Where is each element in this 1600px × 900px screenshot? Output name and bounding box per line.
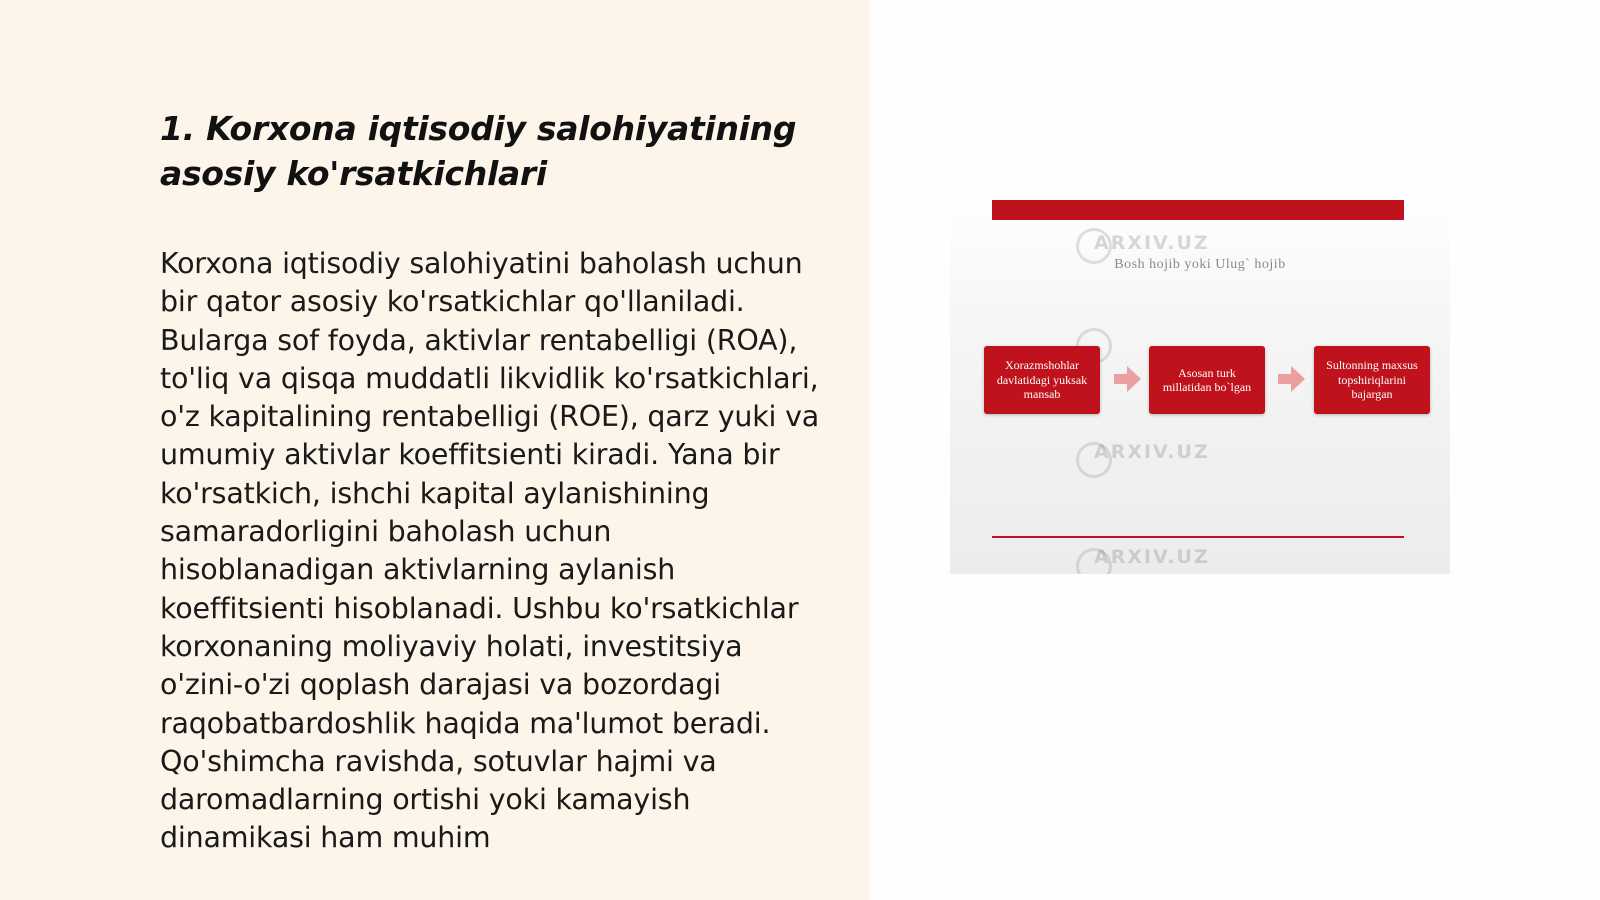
diagram-caption: Bosh hojib yoki Ulug` hojib — [1114, 257, 1286, 272]
slide-body-text: Korxona iqtisodiy salohiyatini baholash uchun bir qator asosiy ko'rsatkichlar qo'llaniladi. Bularga sof foyda, aktivlar rentabelligi (ROA), to'liq va qisqa muddatli likvidlik ko'rsatkichlari, o'z kapitalining rentabelligi (ROE), qarz yuki va umumiy aktivlar koeffitsienti kiradi. Yana bir ko'rsatkich, ishchi kapital aylanishining samaradorligini baholash uchun hisoblanadigan aktivlarning aylanish koeffitsienti hisoblanadi. Ushbu ko'rsatkichlar korxonaning moliyaviy holati, investitsiya o'zini-o'zi qoplash darajasi va bozordagi raqobatbardoshlik haqida ma'lumot beradi. Qo'shimcha ravishda, sotuvlar hajmi va daromadlarning ortishi yoki kamayish dinamikasi ham muhim — [160, 247, 820, 855]
diagram-bottom-line — [992, 536, 1404, 538]
diagram-node: Xorazmshohlar davlatidagi yuksak mansab — [984, 346, 1100, 414]
watermark: ARXIV.UZ — [1094, 232, 1210, 254]
diagram-node: Asosan turk millatidan bo`lgan — [1149, 346, 1265, 414]
diagram-image — [950, 186, 1450, 574]
diagram-top-bar — [992, 200, 1404, 220]
diagram-node: Sultonning maxsus topshiriqlarini bajargan — [1314, 346, 1430, 414]
watermark: ARXIV.UZ — [1094, 546, 1210, 568]
slide-title: 1. Korxona iqtisodiy salohiyatining asosiy ko'rsatkichlari — [160, 109, 797, 193]
watermark: ARXIV.UZ — [1094, 441, 1210, 463]
